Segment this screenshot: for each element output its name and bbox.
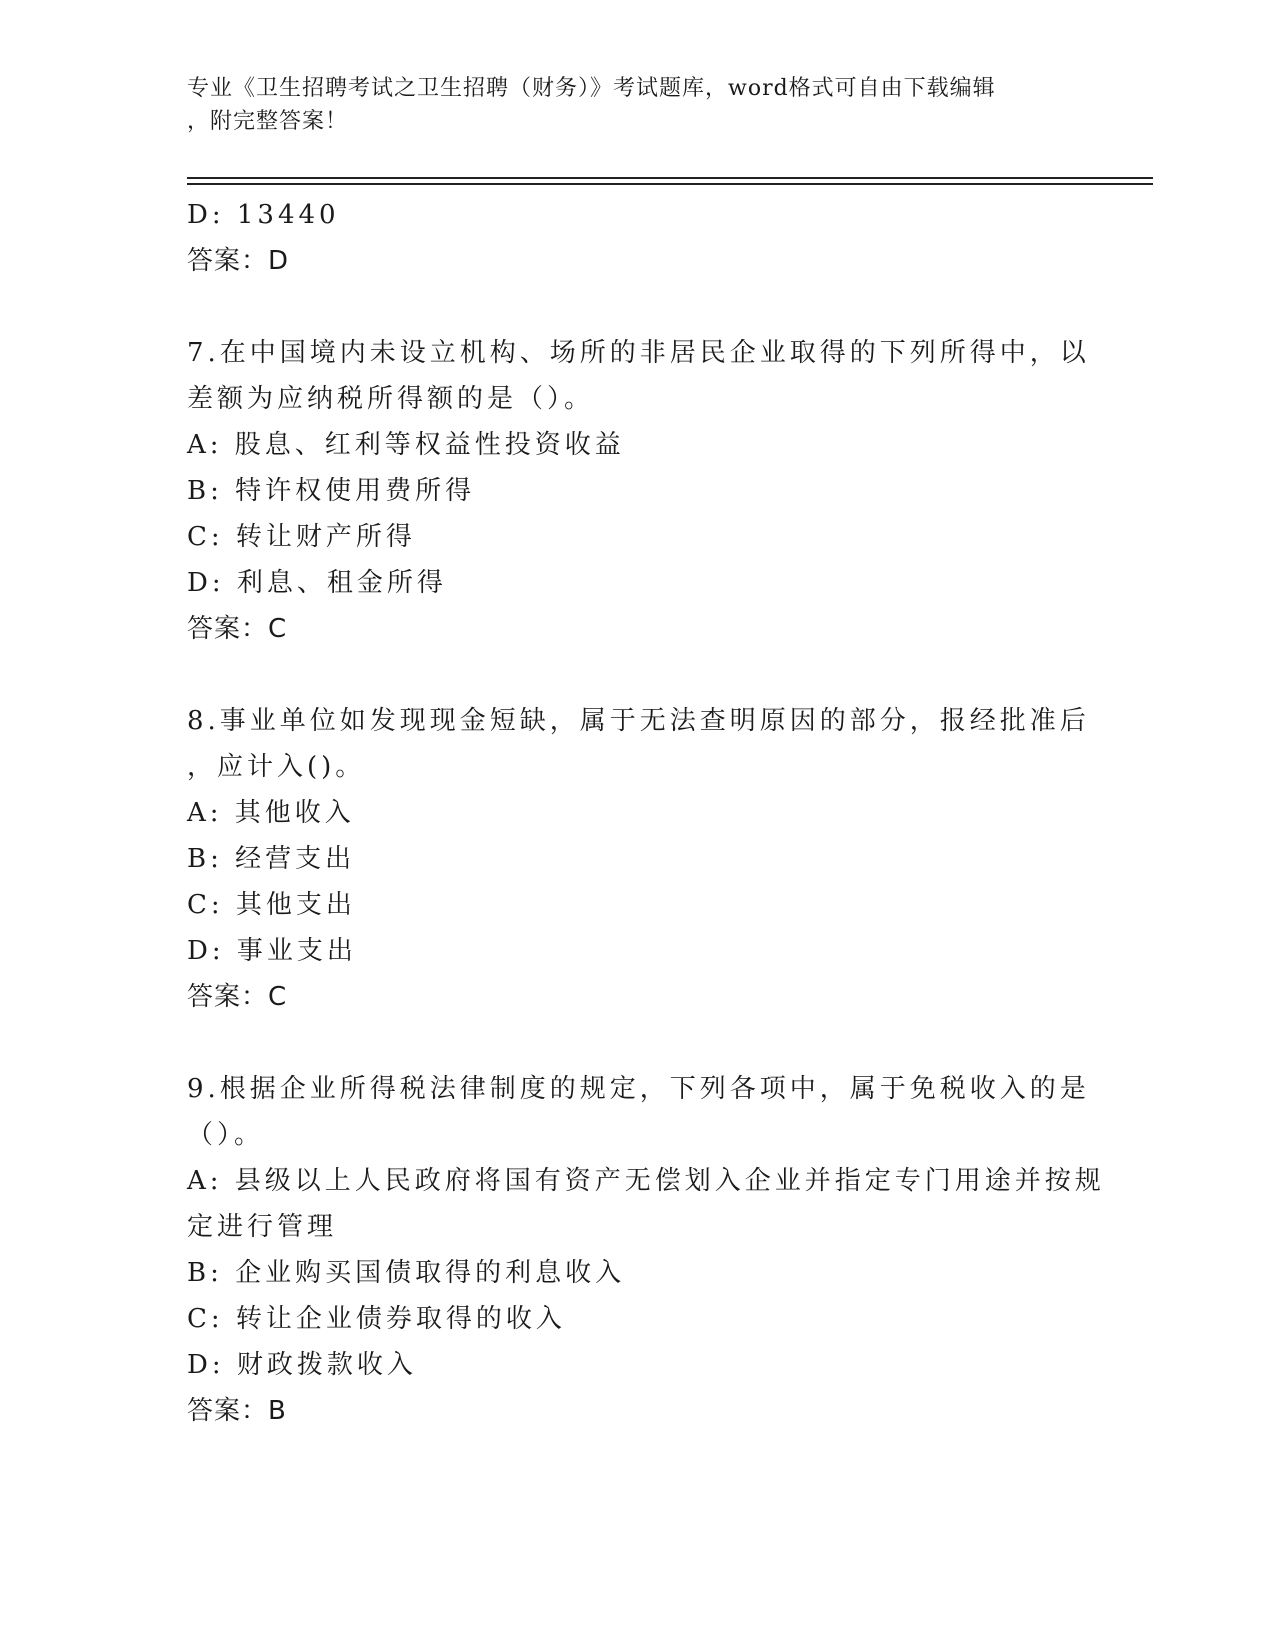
question-title-line-1: 9.根据企业所得税法律制度的规定，下列各项中，属于免税收入的是 [187,1074,1090,1104]
prev-option-d: D: 13440 [187,200,340,230]
spacer [187,1020,1087,1066]
question-title-line-1: 7.在中国境内未设立机构、场所的非居民企业取得的下列所得中，以 [187,338,1090,368]
option-d: D: 利息、租金所得 [187,568,447,598]
option-c: C: 转让财产所得 [187,522,416,552]
option-b: B: 经营支出 [187,844,356,874]
question-title-line-2: ，应计入()。 [187,752,366,782]
option-a-continuation: 定进行管理 [187,1212,338,1242]
header-rule-top [187,177,1153,179]
answer: 答案：C [187,614,288,644]
prev-answer: 答案：D [187,246,290,276]
question-title-line-2: 差额为应纳税所得额的是（）。 [187,384,595,414]
header-rule-bottom [187,183,1153,185]
question-9 [187,1066,1105,1434]
option-a: A: 其他收入 [187,798,355,828]
spacer [187,652,1087,698]
option-a: A: 股息、红利等权益性投资收益 [187,430,625,460]
option-b: B: 企业购买国债取得的利息收入 [187,1258,626,1288]
document-header [187,72,1067,138]
spacer [187,284,1087,330]
header-line-2: ，附完整答案！ [187,109,349,134]
option-a: A: 县级以上人民政府将国有资产无偿划入企业并指定专门用途并按规 [187,1166,1105,1196]
answer: 答案：C [187,982,288,1012]
option-c: C: 转让企业债券取得的收入 [187,1304,566,1334]
option-b: B: 特许权使用费所得 [187,476,476,506]
question-content [187,192,1105,1434]
option-d: D: 财政拨款收入 [187,1350,417,1380]
option-d: D: 事业支出 [187,936,357,966]
option-c: C: 其他支出 [187,890,356,920]
answer: 答案：B [187,1396,287,1426]
question-title-line-2: （）。 [187,1120,265,1150]
question-title-line-1: 8.事业单位如发现现金短缺，属于无法查明原因的部分，报经批准后 [187,706,1090,736]
header-line-1: 专业《卫生招聘考试之卫生招聘（财务）》考试题库，word格式可自由下载编辑 [187,76,996,101]
question-7 [187,330,1090,652]
question-8 [187,698,1090,1020]
